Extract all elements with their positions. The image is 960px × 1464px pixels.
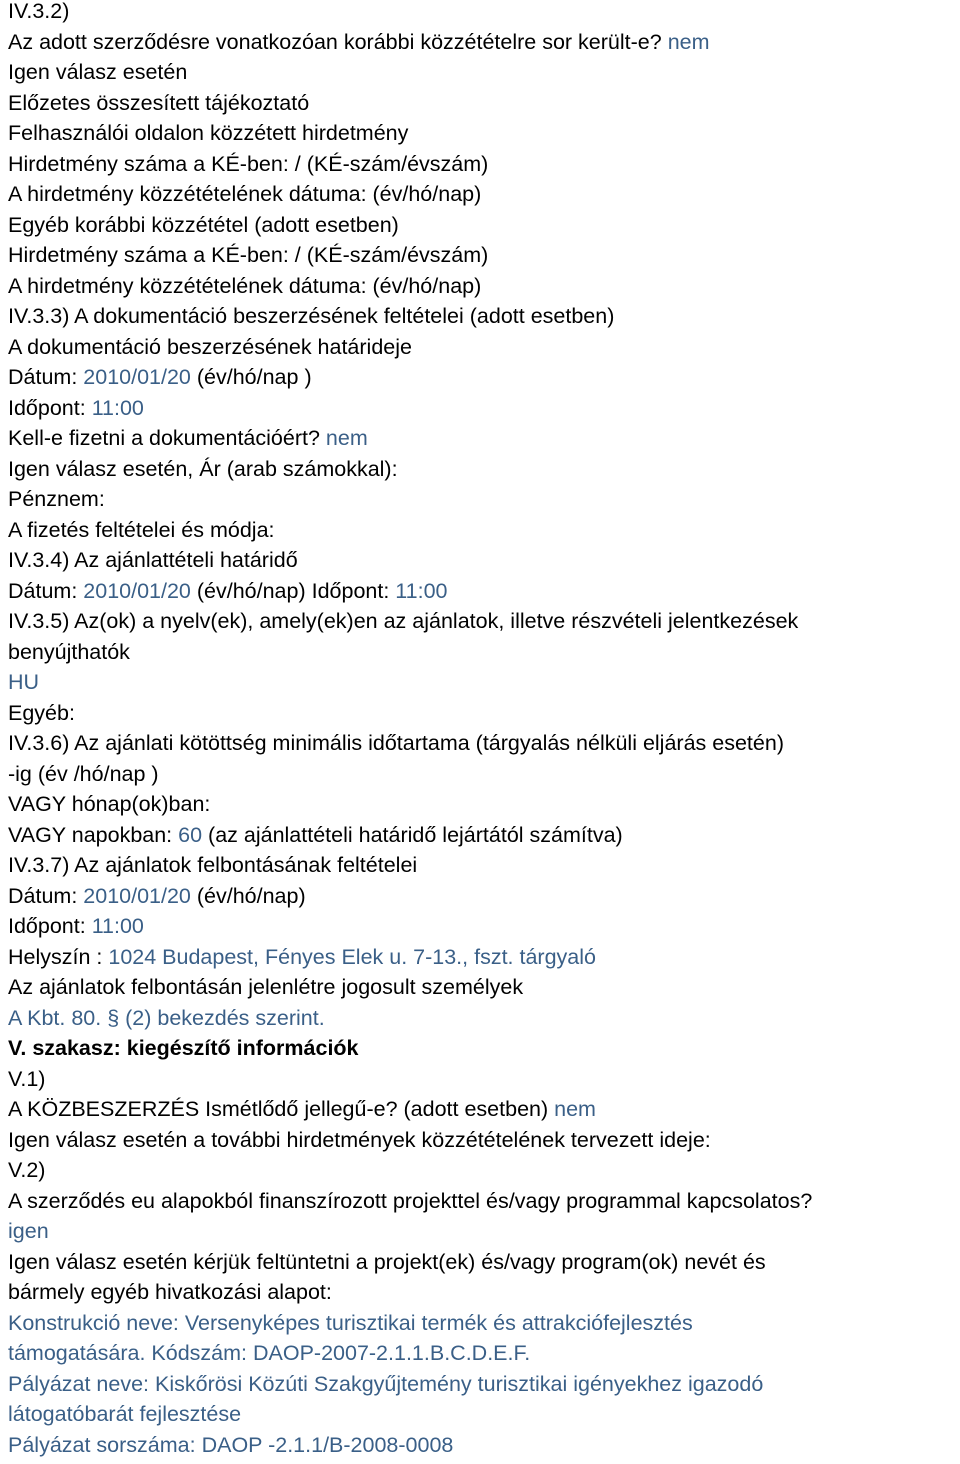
document-line [8,1247,960,1278]
document-line [8,942,960,973]
field-label: Az ajánlatok felbontásán jelenlétre jogosult személyek [8,975,524,999]
document-line [8,606,960,637]
document-line [8,972,960,1003]
field-value: A Kbt. 80. § (2) bekezdés szerint. [8,1005,325,1030]
document-line [8,545,960,576]
field-label: Előzetes összesített tájékoztató [8,90,310,115]
field-label: Dátum: [8,578,84,603]
document-line [8,210,960,241]
field-label: Helyszín : [8,944,109,969]
field-label: A KÖZBESZERZÉS Ismétlődő jellegű-e? (adott esetben) [8,1097,555,1121]
field-label: (év/hó/nap ) [190,365,312,389]
document-line [8,301,960,332]
document-line [8,667,960,698]
document-line [8,1308,960,1339]
field-label: (év/hó/nap) [190,883,306,908]
field-label: Hirdetmény száma a KÉ-ben: / (KÉ-szám/évszám) [8,243,489,267]
document-line [8,850,960,881]
document-line [8,911,960,942]
document-line [8,149,960,180]
document-line [8,27,960,58]
field-value: nem [667,29,710,54]
document-line [8,576,960,607]
field-value: 2010/01/20 [83,365,191,389]
document-line [8,57,960,88]
field-value: nem [325,426,368,450]
field-label: A szerződés eu alapokból finanszírozott projekttel és/vagy programmal kapcsolatos? [8,1188,813,1213]
document-line [8,1186,960,1217]
document-line [8,240,960,271]
field-label: Dátum: [8,883,84,908]
field-value: Konstrukció neve: Versenyképes turisztikai termék és attrakciófejlesztés [8,1310,693,1335]
document-line [8,759,960,790]
document-line [8,362,960,393]
document-line [8,1033,960,1064]
field-label: bármely egyéb hivatkozási alapot: [8,1280,332,1304]
field-label: benyújthatók [8,639,130,664]
document-line [8,728,960,759]
document-line [8,1064,960,1095]
field-label: Időpont: [8,914,92,938]
field-label: A hirdetmény közzétételének dátuma: (év/hó/nap) [8,273,482,298]
field-label: IV.3.2) [8,0,70,23]
field-label: A dokumentáció beszerzésének határideje [8,334,412,359]
field-value: 1024 Budapest, Fényes Elek u. 7-13., fszt. tárgyaló [108,944,596,969]
document-line [8,1125,960,1156]
field-value: 2010/01/20 [83,578,191,603]
document-line [8,1003,960,1034]
document-line [8,118,960,149]
field-label: Egyéb korábbi közzététel (adott esetben) [8,212,399,237]
field-label: Felhasználói oldalon közzétett hirdetmény [8,121,409,145]
field-label: Pénznem: [8,487,105,511]
document-line [8,454,960,485]
document-line [8,1277,960,1308]
field-label: V.1) [8,1066,46,1091]
field-value: 11:00 [91,395,144,420]
field-label: Kell-e fizetni a dokumentációért? [8,426,326,450]
field-label: IV.3.7) Az ajánlatok felbontásának feltételei [8,853,418,877]
document-line [8,1155,960,1186]
field-label: (az ajánlattételi határidő lejártától számítva) [202,822,623,847]
document-line [8,1094,960,1125]
field-label: -ig (év /hó/nap ) [8,761,159,786]
field-label: IV.3.5) Az(ok) a nyelv(ek), amely(ek)en az ajánlatok, illetve részvételi jelentkezések [8,609,799,633]
field-label: Igen válasz esetén a további hirdetmények közzétételének tervezett ideje: [8,1127,711,1152]
field-value: 2010/01/20 [83,883,191,908]
section-heading: V. szakasz: kiegészítő információk [8,1036,359,1060]
document-line [8,820,960,851]
document-line [8,515,960,546]
field-label: IV.3.4) Az ajánlattételi határidő [8,548,298,572]
document-line [8,0,960,27]
document-line [8,1338,960,1369]
field-label: Igen válasz esetén [8,60,188,84]
field-label: V.2) [8,1158,46,1182]
field-value: Pályázat sorszáma: DAOP -2.1.1/B-2008-0008 [8,1432,454,1457]
field-value: HU [8,670,40,694]
field-value: látogatóbarát fejlesztése [8,1402,242,1426]
document-line [8,881,960,912]
field-value: nem [554,1097,596,1121]
field-label: IV.3.6) Az ajánlati kötöttség minimális időtartama (tárgyalás nélküli eljárás esetén) [8,731,784,755]
document-line [8,393,960,424]
field-value: támogatására. Kódszám: DAOP-2007-2.1.1.B.C.D.E.F. [8,1341,531,1365]
document-line [8,698,960,729]
field-label: IV.3.3) A dokumentáció beszerzésének feltételei (adott esetben) [8,304,615,328]
document-line [8,1430,960,1461]
field-label: VAGY hónap(ok)ban: [8,792,211,816]
field-label: (év/hó/nap) Időpont: [190,578,396,603]
document-line [8,179,960,210]
field-value: 11:00 [395,578,448,603]
field-value: Pályázat neve: Kiskőrösi Közúti Szakgyűjtemény turisztikai igényekhez igazodó [8,1371,764,1396]
document-line [8,637,960,668]
field-value: 60 [178,822,203,847]
field-label: A fizetés feltételei és módja: [8,517,275,542]
field-label: Dátum: [8,365,84,389]
field-label: A hirdetmény közzétételének dátuma: (év/hó/nap) [8,182,482,206]
field-label: Igen válasz esetén kérjük feltüntetni a projekt(ek) és/vagy program(ok) nevét és [8,1249,766,1274]
field-label: Időpont: [8,395,92,420]
field-value: 11:00 [91,914,144,938]
field-label: Igen válasz esetén, Ár (arab számokkal): [8,456,398,481]
document-line [8,484,960,515]
field-label: Hirdetmény száma a KÉ-ben: / (KÉ-szám/évszám) [8,151,489,176]
field-label: VAGY napokban: [8,822,179,847]
field-label: Egyéb: [8,700,75,725]
field-value: igen [8,1219,49,1243]
document-line [8,789,960,820]
document-line [8,1369,960,1400]
field-label: Az adott szerződésre vonatkozóan korábbi közzétételre sor került-e? [8,29,668,54]
document-line [8,1216,960,1247]
document-line [8,423,960,454]
document-line [8,332,960,363]
document-line [8,1399,960,1430]
document-line [8,88,960,119]
document-line [8,271,960,302]
